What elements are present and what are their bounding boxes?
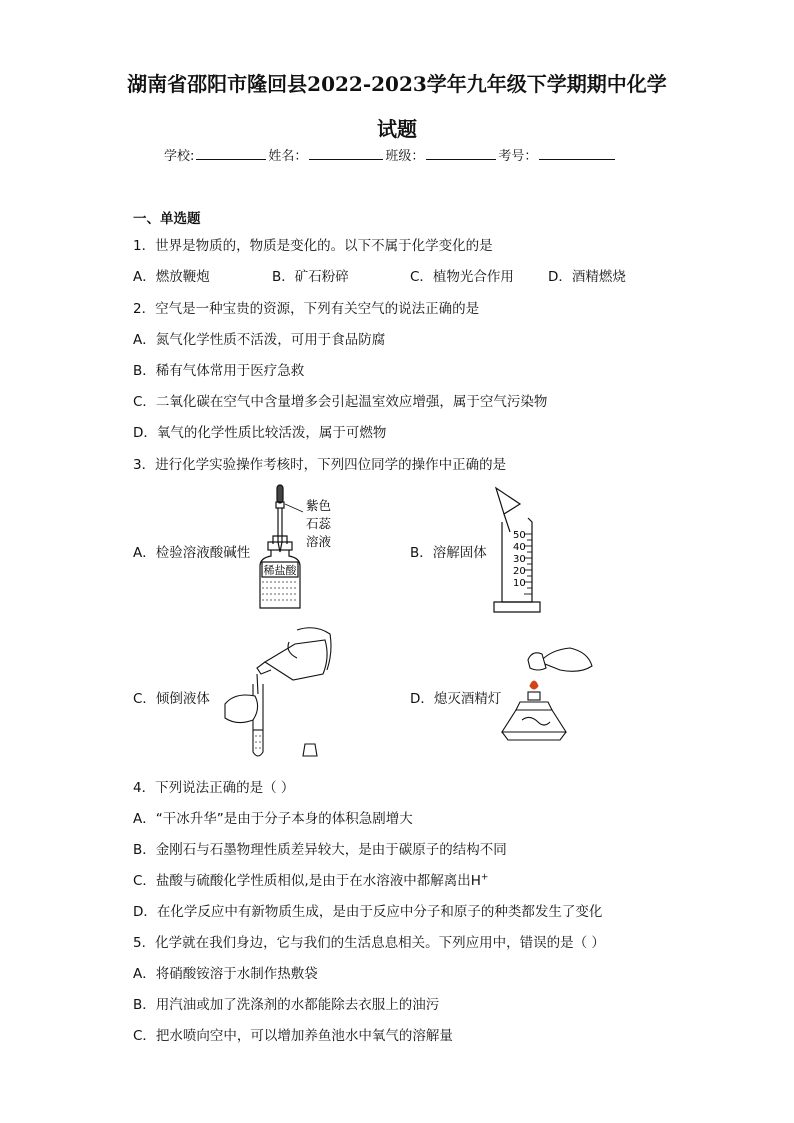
q5-stem: 5．化学就在我们身边，它与我们的生活息息相关。下列应用中，错误的是（ ） [133, 935, 605, 951]
q1-stem: 1．世界是物质的，物质是变化的。以下不属于化学变化的是 [133, 238, 493, 254]
school-blank [196, 145, 266, 160]
q4-option-c: C．盐酸与硫酸化学性质相似,是由于在水溶液中都解离出H [133, 873, 481, 889]
dropper-bottle-figure [255, 482, 345, 612]
q3-option-c: C．倾倒液体 [133, 691, 210, 707]
scale-10: 10 [513, 578, 526, 589]
bottle-label: 稀盐酸 [263, 564, 297, 577]
number-label: 考号： [498, 149, 538, 164]
q4-option-b: B．金刚石与石墨物理性质差异较大，是由于碳原子的结构不同 [133, 842, 507, 858]
school-label: 学校: [164, 149, 195, 164]
scale-40: 40 [513, 542, 526, 553]
q2-option-d: D．氧气的化学性质比较活泼，属于可燃物 [133, 425, 387, 441]
exam-title-line1: 湖南省邵阳市隆回县2022-2023学年九年级下学期期中化学 [127, 72, 667, 96]
measuring-cylinder-figure [490, 484, 545, 616]
q1-option-d: D．酒精燃烧 [548, 269, 626, 285]
number-blank [539, 145, 615, 160]
alcohol-lamp-figure [500, 640, 600, 750]
q2-option-b: B．稀有气体常用于医疗急救 [133, 363, 305, 379]
name-blank [309, 145, 383, 160]
q2-stem: 2．空气是一种宝贵的资源，下列有关空气的说法正确的是 [133, 301, 480, 317]
class-label: 班级： [385, 149, 425, 164]
class-blank [426, 145, 496, 160]
student-info-row [164, 145, 617, 164]
scale-50: 50 [513, 530, 526, 541]
dropper-label-3: 溶液 [306, 534, 332, 549]
q1-option-c: C．植物光合作用 [410, 269, 514, 285]
q4-option-c-line [133, 869, 488, 889]
q2-option-a: A．氮气化学性质不活泼，可用于食品防腐 [133, 332, 386, 348]
exam-title-line2: 试题 [377, 117, 417, 141]
q4-stem: 4．下列说法正确的是（ ） [133, 780, 295, 796]
q5-option-b: B．用汽油或加了洗涤剂的水都能除去衣服上的油污 [133, 997, 440, 1013]
hydrogen-ion-charge: + [480, 872, 489, 883]
q5-option-a: A．将硝酸铵溶于水制作热敷袋 [133, 966, 318, 982]
dropper-label-2: 石蕊 [306, 516, 332, 531]
q5-option-c: C．把水喷向空中，可以增加养鱼池水中氧气的溶解量 [133, 1028, 453, 1044]
q2-option-c: C．二氧化碳在空气中含量增多会引起温室效应增强，属于空气污染物 [133, 394, 548, 410]
q3-option-d: D．熄灭酒精灯 [410, 691, 502, 707]
pouring-liquid-figure [205, 622, 345, 767]
q4-option-d: D．在化学反应中有新物质生成，是由于反应中分子和原子的种类都发生了变化 [133, 904, 603, 920]
name-label: 姓名： [268, 149, 308, 164]
q1-option-b: B．矿石粉碎 [272, 269, 349, 285]
q3-stem: 3．进行化学实验操作考核时，下列四位同学的操作中正确的是 [133, 457, 507, 473]
q3-option-a: A．检验溶液酸碱性 [133, 545, 251, 561]
scale-20: 20 [513, 566, 526, 577]
dropper-label-1: 紫色 [306, 498, 332, 513]
section-heading: 一、单选题 [133, 211, 201, 227]
q4-option-a: A．“干冰升华”是由于分子本身的体积急剧增大 [133, 811, 413, 827]
scale-30: 30 [513, 554, 526, 565]
q1-option-a: A．燃放鞭炮 [133, 269, 210, 285]
q3-option-b: B．溶解固体 [410, 545, 487, 561]
